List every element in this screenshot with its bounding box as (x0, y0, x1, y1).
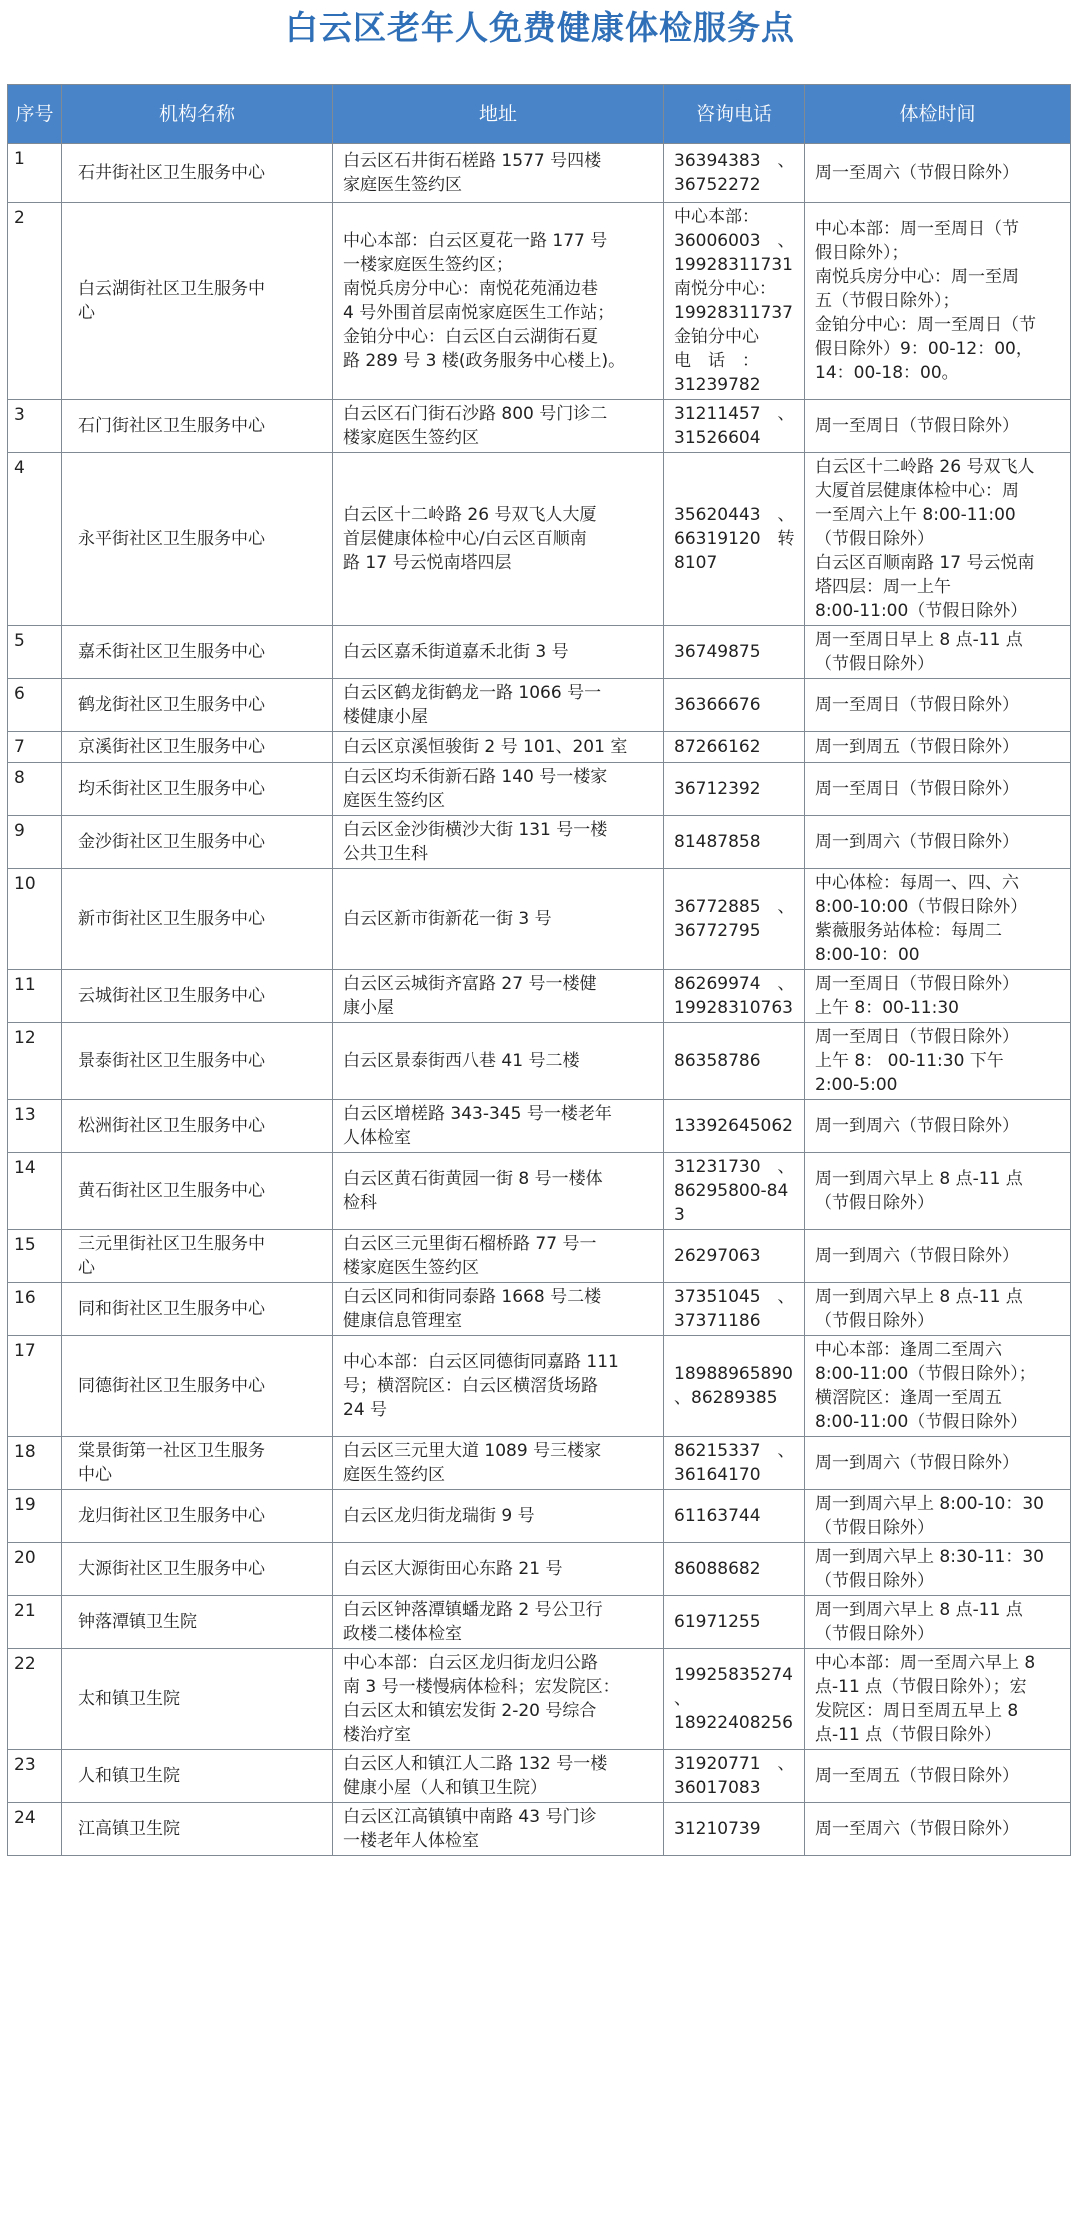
cell-address: 白云区龙归街龙瑞街 9 号 (333, 1490, 664, 1543)
cell-address: 白云区三元里街石榴桥路 77 号一 楼家庭医生签约区 (333, 1230, 664, 1283)
table-row (8, 400, 1071, 453)
cell-name: 云城街社区卫生服务中心 (62, 970, 333, 1023)
table-row (8, 1803, 1071, 1856)
cell-name: 鹤龙街社区卫生服务中心 (62, 679, 333, 732)
cell-time: 周一到周六（节假日除外） (805, 1100, 1071, 1153)
cell-address: 白云区石井街石槎路 1577 号四楼 家庭医生签约区 (333, 144, 664, 203)
cell-phone: 86088682 (664, 1543, 805, 1596)
cell-phone: 中心本部： 36006003 、 19928311731 南悦分中心： 19928311737 金铂分中心 电 话 ： 31239782 (664, 203, 805, 400)
cell-no: 11 (8, 970, 62, 1023)
table-row (8, 1100, 1071, 1153)
table-row (8, 1283, 1071, 1336)
cell-time: 周一至周日（节假日除外） (805, 679, 1071, 732)
cell-phone: 26297063 (664, 1230, 805, 1283)
cell-phone: 36712392 (664, 763, 805, 816)
cell-no: 16 (8, 1283, 62, 1336)
cell-name: 金沙街社区卫生服务中心 (62, 816, 333, 869)
table-row (8, 453, 1071, 626)
cell-phone: 36366676 (664, 679, 805, 732)
cell-name: 棠景街第一社区卫生服务 中心 (62, 1437, 333, 1490)
table-row (8, 626, 1071, 679)
cell-address: 白云区石门街石沙路 800 号门诊二 楼家庭医生签约区 (333, 400, 664, 453)
cell-address: 白云区京溪恒骏街 2 号 101、201 室 (333, 732, 664, 763)
cell-address: 白云区黄石街黄园一街 8 号一楼体 检科 (333, 1153, 664, 1230)
cell-name: 太和镇卫生院 (62, 1649, 333, 1750)
cell-time: 周一到周六（节假日除外） (805, 1230, 1071, 1283)
cell-address: 白云区景泰街西八巷 41 号二楼 (333, 1023, 664, 1100)
table-row (8, 869, 1071, 970)
cell-no: 3 (8, 400, 62, 453)
cell-phone: 61163744 (664, 1490, 805, 1543)
cell-name: 钟落潭镇卫生院 (62, 1596, 333, 1649)
cell-no: 5 (8, 626, 62, 679)
cell-address: 白云区江高镇镇中南路 43 号门诊 一楼老年人体检室 (333, 1803, 664, 1856)
cell-address: 白云区均禾街新石路 140 号一楼家 庭医生签约区 (333, 763, 664, 816)
cell-address: 白云区钟落潭镇蟠龙路 2 号公卫行 政楼二楼体检室 (333, 1596, 664, 1649)
cell-no: 22 (8, 1649, 62, 1750)
cell-no: 15 (8, 1230, 62, 1283)
table-row (8, 1153, 1071, 1230)
cell-address: 白云区三元里大道 1089 号三楼家 庭医生签约区 (333, 1437, 664, 1490)
cell-no: 23 (8, 1750, 62, 1803)
cell-name: 大源街社区卫生服务中心 (62, 1543, 333, 1596)
service-points-table (7, 84, 1071, 1856)
table-row (8, 1490, 1071, 1543)
cell-no: 1 (8, 144, 62, 203)
cell-name: 景泰街社区卫生服务中心 (62, 1023, 333, 1100)
cell-time: 周一到周五（节假日除外） (805, 732, 1071, 763)
cell-time: 周一至周日（节假日除外） (805, 763, 1071, 816)
cell-phone: 37351045 、 37371186 (664, 1283, 805, 1336)
cell-time: 中心体检：每周一、四、六 8:00-10:00（节假日除外） 紫薇服务站体检：每周二 8:00-10：00 (805, 869, 1071, 970)
cell-no: 18 (8, 1437, 62, 1490)
cell-time: 周一至周日（节假日除外） (805, 400, 1071, 453)
cell-time: 周一至周日（节假日除外） 上午 8： 00-11:30 下午 2:00-5:00 (805, 1023, 1071, 1100)
cell-no: 14 (8, 1153, 62, 1230)
cell-time: 周一至周五（节假日除外） (805, 1750, 1071, 1803)
cell-name: 同和街社区卫生服务中心 (62, 1283, 333, 1336)
table-row (8, 1336, 1071, 1437)
table-row (8, 1543, 1071, 1596)
cell-phone: 61971255 (664, 1596, 805, 1649)
cell-address: 白云区鹤龙街鹤龙一路 1066 号一 楼健康小屋 (333, 679, 664, 732)
table-row (8, 732, 1071, 763)
cell-name: 石门街社区卫生服务中心 (62, 400, 333, 453)
cell-time: 周一到周六（节假日除外） (805, 1437, 1071, 1490)
header-no: 序号 (8, 85, 62, 144)
cell-phone: 86358786 (664, 1023, 805, 1100)
cell-phone: 86215337 、 36164170 (664, 1437, 805, 1490)
table-row (8, 970, 1071, 1023)
table-header-row (8, 85, 1071, 144)
cell-address: 白云区同和街同泰路 1668 号二楼 健康信息管理室 (333, 1283, 664, 1336)
cell-phone: 31231730 、 86295800-84 3 (664, 1153, 805, 1230)
cell-time: 周一至周日（节假日除外） 上午 8：00-11:30 (805, 970, 1071, 1023)
cell-phone: 31211457 、 31526604 (664, 400, 805, 453)
cell-address: 中心本部：白云区同德街同嘉路 111 号；横滘院区：白云区横滘货场路 24 号 (333, 1336, 664, 1437)
cell-phone: 19925835274 、 18922408256 (664, 1649, 805, 1750)
cell-no: 20 (8, 1543, 62, 1596)
cell-no: 21 (8, 1596, 62, 1649)
cell-phone: 36749875 (664, 626, 805, 679)
header-address: 地址 (333, 85, 664, 144)
cell-no: 8 (8, 763, 62, 816)
table-row (8, 1596, 1071, 1649)
table-row (8, 203, 1071, 400)
cell-no: 13 (8, 1100, 62, 1153)
cell-name: 三元里街社区卫生服务中 心 (62, 1230, 333, 1283)
cell-name: 江高镇卫生院 (62, 1803, 333, 1856)
cell-no: 4 (8, 453, 62, 626)
cell-phone: 35620443 、 66319120 转 8107 (664, 453, 805, 626)
cell-time: 周一到周六早上 8:00-10：30 （节假日除外） (805, 1490, 1071, 1543)
cell-no: 6 (8, 679, 62, 732)
cell-no: 19 (8, 1490, 62, 1543)
cell-time: 中心本部：周一至周日（节 假日除外）； 南悦兵房分中心：周一至周 五（节假日除外）； 金铂分中心：周一至周日（节 假日除外）9：00-12：00， 14：00-18：00。 (805, 203, 1071, 400)
cell-phone: 36394383 、 36752272 (664, 144, 805, 203)
cell-phone: 86269974 、 19928310763 (664, 970, 805, 1023)
cell-no: 2 (8, 203, 62, 400)
cell-time: 周一到周六早上 8 点-11 点 （节假日除外） (805, 1596, 1071, 1649)
cell-phone: 31920771 、 36017083 (664, 1750, 805, 1803)
cell-no: 10 (8, 869, 62, 970)
table-row (8, 763, 1071, 816)
cell-address: 白云区人和镇江人二路 132 号一楼 健康小屋（人和镇卫生院） (333, 1750, 664, 1803)
cell-time: 白云区十二岭路 26 号双飞人 大厦首层健康体检中心：周 一至周六上午 8:00-11:00 （节假日除外） 白云区百顺南路 17 号云悦南 塔四层：周一上午 8:00-11:00（节假日除外） (805, 453, 1071, 626)
header-name: 机构名称 (62, 85, 333, 144)
table-row (8, 144, 1071, 203)
cell-address: 白云区新市街新花一街 3 号 (333, 869, 664, 970)
table-row (8, 1649, 1071, 1750)
cell-no: 12 (8, 1023, 62, 1100)
table-body (8, 144, 1071, 1856)
cell-phone: 36772885 、 36772795 (664, 869, 805, 970)
cell-name: 嘉禾街社区卫生服务中心 (62, 626, 333, 679)
cell-time: 周一至周六（节假日除外） (805, 1803, 1071, 1856)
cell-address: 中心本部：白云区龙归街龙归公路 南 3 号一楼慢病体检科；宏发院区： 白云区太和镇宏发街 2-20 号综合 楼治疗室 (333, 1649, 664, 1750)
page-title: 白云区老年人免费健康体检服务点 (285, 8, 795, 47)
table-row (8, 1750, 1071, 1803)
header-time: 体检时间 (805, 85, 1071, 144)
cell-time: 周一到周六早上 8 点-11 点 （节假日除外） (805, 1283, 1071, 1336)
cell-no: 24 (8, 1803, 62, 1856)
cell-time: 周一到周六早上 8 点-11 点 （节假日除外） (805, 1153, 1071, 1230)
table-row (8, 1230, 1071, 1283)
cell-address: 白云区十二岭路 26 号双飞人大厦 首层健康体检中心/白云区百顺南 路 17 号云悦南塔四层 (333, 453, 664, 626)
cell-time: 周一至周六（节假日除外） (805, 144, 1071, 203)
cell-address: 白云区大源街田心东路 21 号 (333, 1543, 664, 1596)
cell-name: 永平街社区卫生服务中心 (62, 453, 333, 626)
table-row (8, 1023, 1071, 1100)
cell-name: 新市街社区卫生服务中心 (62, 869, 333, 970)
cell-name: 松洲街社区卫生服务中心 (62, 1100, 333, 1153)
cell-address: 白云区增槎路 343-345 号一楼老年 人体检室 (333, 1100, 664, 1153)
cell-name: 石井街社区卫生服务中心 (62, 144, 333, 203)
cell-time: 中心本部：周一至周六早上 8 点-11 点（节假日除外）；宏 发院区：周日至周五早上 8 点-11 点（节假日除外） (805, 1649, 1071, 1750)
cell-phone: 87266162 (664, 732, 805, 763)
cell-time: 周一到周六早上 8:30-11：30 （节假日除外） (805, 1543, 1071, 1596)
cell-phone: 31210739 (664, 1803, 805, 1856)
header-phone: 咨询电话 (664, 85, 805, 144)
cell-no: 9 (8, 816, 62, 869)
cell-time: 周一到周六（节假日除外） (805, 816, 1071, 869)
cell-name: 黄石街社区卫生服务中心 (62, 1153, 333, 1230)
table-row (8, 1437, 1071, 1490)
cell-no: 7 (8, 732, 62, 763)
cell-address: 白云区云城街齐富路 27 号一楼健 康小屋 (333, 970, 664, 1023)
cell-phone: 81487858 (664, 816, 805, 869)
cell-time: 中心本部：逢周二至周六 8:00-11:00（节假日除外）； 横滘院区：逢周一至周五 8:00-11:00（节假日除外） (805, 1336, 1071, 1437)
cell-name: 人和镇卫生院 (62, 1750, 333, 1803)
table-row (8, 679, 1071, 732)
cell-address: 中心本部：白云区夏花一路 177 号 一楼家庭医生签约区； 南悦兵房分中心：南悦花苑涌边巷 4 号外围首层南悦家庭医生工作站； 金铂分中心：白云区白云湖街石夏 路 289 号 3 楼(政务服务中心楼上)。 (333, 203, 664, 400)
cell-name: 均禾街社区卫生服务中心 (62, 763, 333, 816)
cell-name: 白云湖街社区卫生服务中 心 (62, 203, 333, 400)
cell-name: 龙归街社区卫生服务中心 (62, 1490, 333, 1543)
table-row (8, 816, 1071, 869)
cell-phone: 13392645062 (664, 1100, 805, 1153)
cell-no: 17 (8, 1336, 62, 1437)
cell-name: 京溪街社区卫生服务中心 (62, 732, 333, 763)
cell-phone: 18988965890 、86289385 (664, 1336, 805, 1437)
cell-address: 白云区金沙街横沙大街 131 号一楼 公共卫生科 (333, 816, 664, 869)
cell-name: 同德街社区卫生服务中心 (62, 1336, 333, 1437)
cell-address: 白云区嘉禾街道嘉禾北街 3 号 (333, 626, 664, 679)
cell-time: 周一至周日早上 8 点-11 点 （节假日除外） (805, 626, 1071, 679)
